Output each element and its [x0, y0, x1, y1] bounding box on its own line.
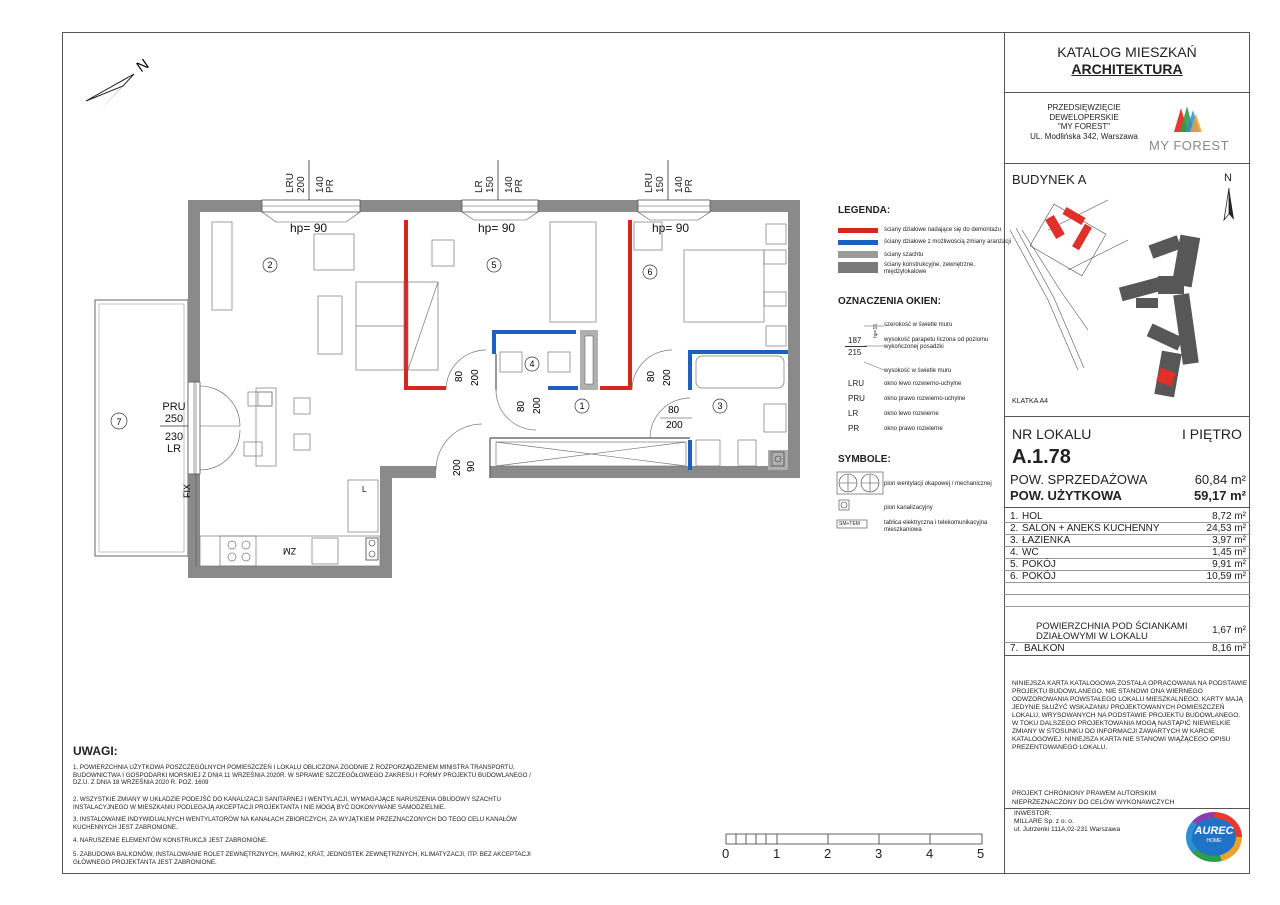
window-1-hp: hp= 90 — [290, 221, 328, 235]
window-type-code-lr: LR — [848, 409, 859, 418]
windows-example-height: 215 — [848, 348, 862, 357]
header-subtitle: ARCHITEKTURA — [1071, 61, 1183, 77]
investor-name: MILLARE Sp. z o. o. — [1014, 818, 1074, 825]
legend-title: LEGENDA: — [838, 205, 891, 216]
window-3-hp: hp= 90 — [652, 221, 690, 235]
header-title: KATALOG MIESZKAŃ — [1057, 44, 1197, 60]
window-2-hp: hp= 90 — [478, 221, 516, 235]
door-1-height: 200 — [470, 369, 481, 386]
fix-label: FIX — [182, 483, 192, 498]
door-5-width: 90 — [466, 460, 477, 472]
window-1-height: 140 — [315, 176, 326, 193]
door-3-width: 80 — [646, 370, 657, 382]
uwagi-title: UWAGI: — [73, 744, 118, 758]
unit-nr-label: NR LOKALU — [1012, 426, 1092, 442]
building-north-label: N — [1224, 172, 1232, 184]
room-number-7: 7 — [116, 417, 122, 427]
window-type-code-pr: PR — [848, 424, 860, 433]
uwagi-item-4: 4. NARUSZENIE ELEMENTÓW KONSTRUKCJI JEST ZABRONIONE. — [73, 837, 268, 844]
copyright-line-2: NIEPRZEZNACZONY DO CELÓW WYKONAWCZYCH — [1012, 799, 1175, 806]
developer-block — [1004, 103, 1164, 141]
scale-4: 4 — [926, 846, 934, 861]
north-arrow-icon — [86, 56, 152, 112]
room-row-3: 3. ŁAZIENKA 3,97 m² — [1010, 535, 1246, 546]
legend-item-blue: ściany działowe z możliwością zmiany aranżacji — [884, 239, 1012, 245]
unit-floor: I PIĘTRO — [1182, 426, 1242, 442]
scale-2: 2 — [824, 846, 832, 861]
unit-sale-value: 60,84 m² — [1194, 472, 1246, 487]
developer-line-1: PRZEDSIĘWZIĘCIE — [1047, 103, 1121, 112]
balcony-door-width-bottom: 230 — [164, 431, 184, 443]
balcony-door-width-top: 250 — [164, 413, 184, 425]
room-number-4: 4 — [529, 359, 535, 369]
window-type-code-lru: LRU — [848, 379, 865, 388]
room-row-4: 4. WC 1,45 m² — [1010, 547, 1246, 558]
copyright-line-1: PROJEKT CHRONIONY PRAWEM AUTORSKIM — [1012, 790, 1157, 797]
window-3-dir: PR — [684, 179, 695, 193]
electric-panel-label: SM+TEM — [839, 521, 860, 527]
scale-5: 5 — [977, 846, 985, 861]
door-1-width: 80 — [454, 370, 465, 382]
divider-6 — [1004, 808, 1250, 809]
sewer-symbol-icon — [839, 500, 849, 510]
windows-title: OZNACZENIA OKIEN: — [838, 296, 941, 307]
divider-2 — [1004, 163, 1250, 164]
unit-usable-label: POW. UŻYTKOWA — [1010, 488, 1122, 503]
symbols-title: SYMBOLE: — [838, 454, 891, 465]
windows-desc-sill: wysokość parapetu liczona od poziomu wykończonej posadzki — [884, 337, 989, 350]
unit-number: A.1.78 — [1012, 446, 1071, 468]
room-number-2: 2 — [267, 260, 273, 270]
window-type-text-lru: okno lewo rozwierno-uchylne — [884, 381, 962, 387]
floor-plan — [62, 32, 1004, 874]
balcony-outline — [95, 300, 188, 556]
divider-3 — [1004, 416, 1250, 417]
room-number-6: 6 — [647, 267, 653, 277]
window-3-type: LRU — [644, 172, 655, 193]
divider-1 — [1004, 92, 1250, 93]
symbol-text-sewer: pion kanalizacyjny — [884, 505, 933, 511]
unit-sale-label: POW. SPRZEDAŻOWA — [1010, 472, 1148, 487]
legend-item-red: ściany działowe nadające się do demontażu — [884, 227, 1002, 233]
windows-desc-width: szerokość w świetle muru — [884, 322, 953, 328]
partition-area-line-1: POWIERZCHNIA POD ŚCIANKAMI — [1036, 621, 1188, 632]
legend-item-structural: ściany konstrukcyjne, zewnętrzne, międzylokalowe — [884, 262, 976, 275]
unit-usable-value: 59,17 m² — [1193, 488, 1246, 503]
scale-3: 3 — [875, 846, 883, 861]
legend-swatch-shaft — [838, 251, 878, 258]
aurec-logo-sub: HOME — [1206, 838, 1222, 844]
building-label: BUDYNEK A — [1012, 172, 1087, 187]
site-plan-map — [1008, 190, 1248, 404]
balcony-door-type-bottom: LR — [166, 443, 182, 455]
door-4-height: 200 — [666, 420, 683, 431]
aurec-logo-text: AUREC — [1194, 825, 1234, 837]
window-2-dir: PR — [514, 179, 525, 193]
my-forest-logo-icon — [1172, 104, 1204, 134]
room-row-6: 6. POKÓJ 10,59 m² — [1010, 571, 1246, 582]
fridge-label: L — [362, 485, 367, 494]
uwagi-item-5: 5. ZABUDOWA BALKONÓW, INSTALOWANIE ROLET ZEWNĘTRZNYCH, MARKIZ, KRAT, JEDNOSTEK ZEWNĘTRZNYCH, KLIMATYZACJI, ITP. BEZ AKCEPTACJI GŁÓWNEGO PROJEKTANTA JEST ZABRONIONE. — [73, 851, 531, 866]
windows-desc-height: wysokość w świetle muru — [884, 368, 952, 374]
window-2-height: 140 — [504, 176, 515, 193]
balcony-door-type-top: PRU — [162, 401, 186, 413]
symbols-icons — [836, 470, 886, 540]
room-row-5: 5. POKÓJ 9,91 m² — [1010, 559, 1246, 570]
window-1-dir: PR — [325, 179, 336, 193]
partition-area-value: 1,67 m² — [1212, 625, 1246, 636]
door-5-height: 200 — [452, 459, 463, 476]
window-type-text-pr: okno prawo rozwierne — [884, 426, 943, 432]
windows-example-width: 187 — [848, 336, 862, 345]
door-2-width: 80 — [516, 400, 527, 412]
uwagi-item-2: 2. WSZYSTKIE ZMIANY W UKŁADZIE PODEJŚĆ DO KANALIZACJI SANITARNEJ I WENTYLACJI, WYMAGAJĄCE NARUSZENIA OBUDOWY SZACHTU INSTALACYJNEGO W MIESZKANIU PODLEGAJĄ AKCEPTACJI PROJEKTANTA I NIE MOGĄ BYĆ DOKONYWANE SAMODZIELNIE. — [73, 796, 502, 811]
investor-address: ul. Jutrzenki 111A,02-231 Warszawa — [1014, 826, 1121, 833]
uwagi-item-1: 1. POWIERZCHNIA UŻYTKOWA POSZCZEGÓLNYCH POMIESZCZEŃ I LOKALU OBLICZONA ZGODNIE Z ROZPORZĄDZENIEM MINISTRA TRANSPORTU, BUDOWNICTWA I GOSPODARKI MORSKIEJ Z DNIA 11 WRZEŚNIA 2020R. W SPRAWIE SZCZEGÓŁOWEGO ZAKRESU I FORMY PROJEKTU BUDOWLANEGO / DZ.U. Z DNIA 18 WRZEŚNIA 2020 R. POZ. 1609 — [73, 764, 531, 787]
balcony-row: 7. BALKON 8,16 m² — [1010, 643, 1246, 654]
door-4-width: 80 — [668, 405, 680, 416]
legend-swatch-blue — [838, 240, 878, 245]
window-2-type: LR — [474, 180, 485, 193]
investor-label: INWESTOR: — [1014, 810, 1052, 817]
door-2-height: 200 — [532, 397, 543, 414]
microwave-label: ZM — [283, 546, 296, 556]
window-type-code-pru: PRU — [848, 394, 865, 403]
legend-swatch-red — [838, 228, 878, 233]
symbol-text-electric: tablica elektryczna i telekomunikacyjna mieszkaniowa — [884, 520, 988, 533]
symbol-text-ventilation: pion wentylacji okapowej / mechanicznej — [884, 481, 992, 487]
legend-item-shaft: ściany szachtu — [884, 252, 924, 258]
developer-line-4: UL. Modlińska 342, Warszawa — [1030, 131, 1138, 141]
room-row-2: 2. SALON + ANEKS KUCHENNY 24,53 m² — [1010, 523, 1246, 534]
window-1-type: LRU — [285, 172, 296, 193]
windows-example-hp: hp=15 — [873, 323, 879, 338]
door-3-height: 200 — [662, 369, 673, 386]
scale-1: 1 — [773, 846, 781, 861]
developer-line-3: "MY FOREST" — [1057, 122, 1111, 131]
window-type-text-lr: okno lewo rozwierne — [884, 411, 939, 417]
disclaimer-text: NINIEJSZA KARTA KATALOGOWA ZOSTAŁA OPRACOWANA NA PODSTAWIE PROJEKTU BUDOWLANEGO. NIE STANOWI ONA WIERNEGO ODWZOROWANIA POWSTAŁEGO LOKALU MIESZKALNEGO. KARTY MAJĄ JEDYNIE SŁUŻYĆ WSKAZANIU PROJEKTOWANYCH POMIESZCZEŃ LOKALU, WRYSOWANYCH NA PODSTAWIE PROJEKTU BUDOWLANEGO. W TOKU DALSZEGO PROJEKTOWANIA MOGĄ NASTĄPIĆ NIEWIELKIE ZMIANY W STOSUNKU DO INFORMACJI ZAWARTYCH W KARCIE KATALOGOWEJ. NINIEJSZA KARTA NIE STANOWI WIĄŻĄCEGO OPISU PREZENTOWANEGO LOKALU. — [1012, 680, 1248, 751]
windows-leader-lines — [864, 318, 886, 374]
ventilation-symbol-icon — [837, 472, 883, 494]
klatka-label: KLATKA A4 — [1012, 398, 1049, 405]
room-number-3: 3 — [717, 401, 723, 411]
uwagi-item-3: 3. INSTALOWANIE INDYWIDUALNYCH WENTYLATORÓW NA KANAŁACH ZBIORCZYCH, ZA WYJĄTKIEM PRZEZNACZONYCH DO TEGO CELU KANAŁÓW KUCHENNYCH JEST ZABRONIONE. — [73, 816, 517, 831]
aurec-logo-icon — [1186, 812, 1242, 862]
window-3-width: 150 — [655, 176, 666, 193]
window-1-width: 200 — [296, 176, 307, 193]
divider-5 — [1004, 655, 1250, 656]
scale-0: 0 — [722, 846, 730, 861]
room-row-1: 1. HOL 8,72 m² — [1010, 511, 1246, 522]
scale-bar — [716, 832, 992, 850]
plan-north-label: N — [133, 55, 153, 76]
room-number-1: 1 — [579, 401, 585, 411]
sheet-divider — [1004, 32, 1005, 874]
room-number-5: 5 — [491, 260, 497, 270]
my-forest-logo-text: MY FOREST — [1148, 138, 1230, 153]
window-type-text-pru: okno prawo rozwierno-uchylne — [884, 396, 966, 402]
legend-swatch-structural — [838, 262, 878, 273]
divider-4 — [1004, 507, 1250, 508]
window-2-width: 150 — [485, 176, 496, 193]
developer-line-2: DEWELOPERSKIE — [1049, 112, 1119, 122]
window-3-height: 140 — [674, 176, 685, 193]
partition-area-line-2: DZIAŁOWYMI W LOKALU — [1036, 631, 1148, 642]
